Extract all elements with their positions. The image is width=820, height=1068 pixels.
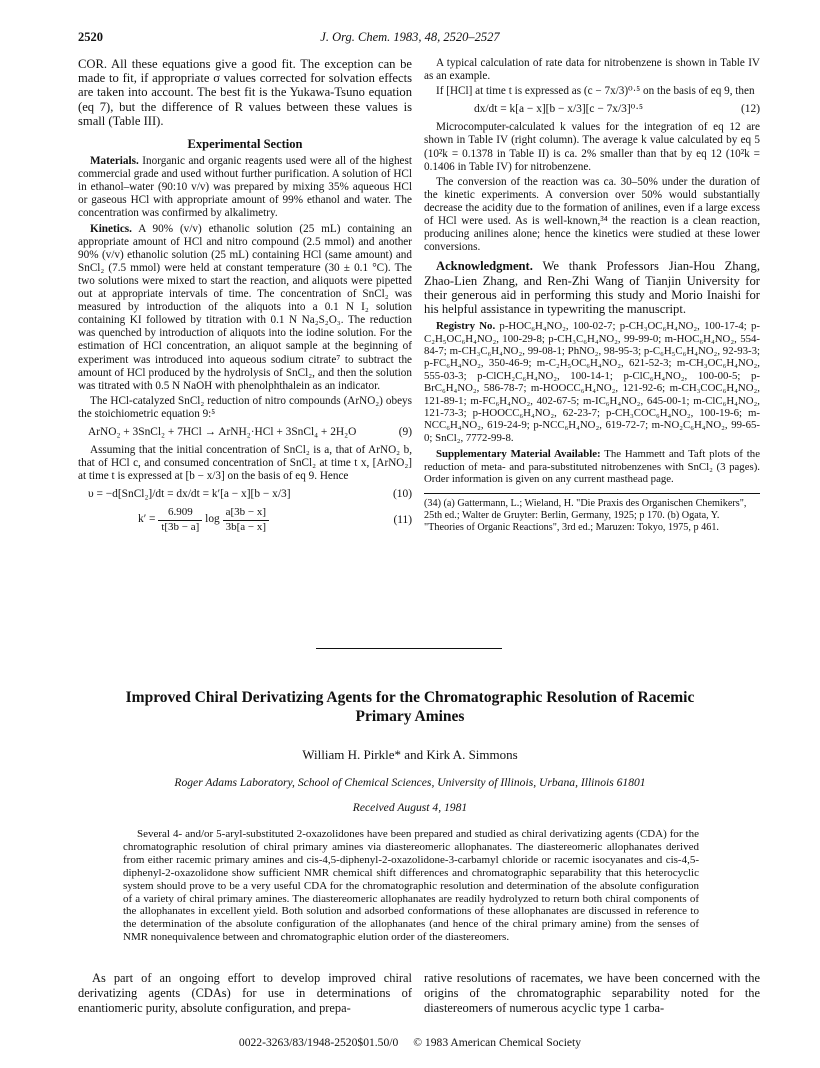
fraction-2-denominator: 3b[a − x] bbox=[225, 520, 266, 533]
article-abstract: Several 4- and/or 5-aryl-substituted 2-oxazolidones have been prepared and studied as chiral derivatizing agents (CDA) for the chromatographic resolution of chiral primary amines via diastereomeric allophanates. The diastereomeric allophanates derived from either racemic primary amines and cis-4,5-diphenyl-2-oxazolidone-3-carbamyl chloride or racemic isocyanates and cis-4,5-diphenyl-2-oxazolidone show sufficient NMR chemical shift differences and chromatographic separability that this heterocyclic system should prove to be a very useful CDA for the chromatographic resolution and determination of the absolute configuration of a variety of chiral primary amines. The diastereomeric allophanates are readily hydrolyzed to return both chiral components of the allophanates in excellent yield. Both solution and adsorbed conformations of these allophanates are discussed in reference to the determination of the absolute configuration of the allophanates (and hence of the chiral primary amine) from the senses of NMR nonequivalence between and chromatographic elution order of the diastereomers. bbox=[123, 828, 699, 944]
running-header: J. Org. Chem. 1983, 48, 2520–2527 bbox=[320, 30, 500, 44]
kinetics-text: A 90% (v/v) ethanolic solution (25 mL) containing an appropriate amount of HCl and nitro compound (2.5 mmol) and another 90% (v/v) ethanolic solution (25 mL) containing HCl (same amount) and SnCl₂ (7.5 mmol) were held at constant temperature (30 ± 0.1 °C). The two solutions were mixed to start the reaction, and aliquots were pipetted out at appropriate intervals of time. The concentration of SnCl₂ was measured by introduction of the aliquots into a 0.1 N I₂ solution containing KI followed by titration with 0.1 N Na₂S₂O₃. The reduction was quenched by introduction of aliquots into the iodine solution. For the estimation of HCl concentration, an aliquot sample at the beginning of experiment was introduced into aqueous sodium citrate⁷ to subtract the amount of HCl produced by the hydrolysis of SnCl₂, and then the solution was titrated with 0.5 N NaOH with phenolphthalein as an indicator. bbox=[78, 222, 412, 392]
equation-11-log: log bbox=[205, 513, 220, 526]
introduction-right: rative resolutions of racemates, we have been concerned with the origins of the chromatographic separability noted for the diastereomers of numerous acyclic type 1 carba- bbox=[424, 971, 760, 1015]
micro-paragraph: Microcomputer-calculated k values for the integration of eq 12 are shown in Table IV (right column). The average k value calculated by eq 5 (10²k = 0.1378 in Table II) is ca. 2% smaller than that by eq 12 (10²k = 0.1406 in Table IV) for nitrobenzene. bbox=[424, 121, 760, 173]
footnote-divider bbox=[424, 493, 760, 494]
article-title: Improved Chiral Derivatizing Agents for the Chromatographic Resolution of Racemic Primary Amines bbox=[125, 689, 695, 725]
equation-11-lhs: k′ = bbox=[138, 513, 156, 526]
page-number: 2520 bbox=[78, 30, 103, 44]
footer-copyright: © 1983 American Chemical Society bbox=[413, 1036, 582, 1049]
materials-paragraph bbox=[78, 155, 412, 220]
equation-11-body bbox=[78, 506, 269, 533]
equation-11 bbox=[78, 506, 412, 533]
fraction-2-numerator: a[3b − x] bbox=[223, 506, 269, 520]
acknowledgment-paragraph bbox=[424, 259, 760, 316]
left-column bbox=[78, 57, 412, 539]
equation-12-number: (12) bbox=[741, 103, 760, 116]
typical-paragraph: A typical calculation of rate data for nitrobenzene is shown in Table IV as an example. bbox=[424, 57, 760, 83]
registry-heading: Registry No. bbox=[436, 320, 496, 333]
equation-10-number: (10) bbox=[393, 488, 412, 501]
page-footer bbox=[0, 1036, 820, 1049]
acknowledgment-text: We thank Professors Jian-Hou Zhang, Zhao-Lien Zhang, and Ren-Zhi Wang of Tianjin University for their generous aid in performing this study and Morio Inaishi for his helpful assistance in typewriting the manuscript. bbox=[424, 259, 760, 316]
registry-paragraph bbox=[424, 320, 760, 444]
catalyzed-paragraph: The HCl-catalyzed SnCl₂ reduction of nitro compounds (ArNO₂) obeys the stoichiometric equation 9:⁵ bbox=[78, 394, 412, 420]
if-paragraph: If [HCl] at time t is expressed as (c − 7x/3)⁰·⁵ on the basis of eq 9, then bbox=[436, 85, 755, 98]
footer-code: 0022-3263/83/1948-2520$01.50/0 bbox=[238, 1036, 399, 1049]
article-affiliation: Roger Adams Laboratory, School of Chemical Sciences, University of Illinois, Urbana, Illinois 61801 bbox=[174, 776, 646, 789]
equation-12-body: dx/dt = k[a − x][b − x/3][c − 7x/3]⁰·⁵ bbox=[474, 103, 643, 116]
equation-9-body: ArNO₂ + 3SnCl₂ + 7HCl → ArNH₂·HCl + 3SnCl₄ + 2H₂O bbox=[88, 425, 357, 438]
article-authors: William H. Pirkle* and Kirk A. Simmons bbox=[302, 747, 518, 762]
right-column bbox=[424, 57, 760, 533]
equation-11-fraction-1 bbox=[158, 506, 202, 533]
acknowledgment-heading: Acknowledgment. bbox=[436, 259, 533, 274]
supplementary-paragraph bbox=[424, 448, 760, 485]
equation-9-number: (9) bbox=[398, 425, 412, 438]
materials-text: Inorganic and organic reagents used were all of the highest commercial grade and used without further purification. A solution of HCl in ethanol–water (90:10 v/v) was prepared by mixing 35% aqueous HCl or gaseous HCl with appropriate amount of 99% ethanol and water. The concentration was confirmed by alkalimetry. bbox=[78, 155, 412, 220]
equation-11-number: (11) bbox=[393, 513, 412, 526]
equation-10-body: υ = −d[SnCl₂]/dt = dx/dt = k′[a − x][b − x/3] bbox=[88, 488, 291, 501]
materials-heading: Materials. bbox=[90, 155, 139, 168]
assume-paragraph: Assuming that the initial concentration of SnCl₂ is a, that of ArNO₂ b, that of HCl c, and consumed concentration of SnCl₂ at time t x, [ArNO₂] at time t is expressed at [b − x/3] on the basis of eq 9. Hence bbox=[78, 444, 412, 483]
footnote-34: (34) (a) Gattermann, L.; Wieland, H. "Die Praxis des Organischen Chemikers", 25th ed.; Walter de Gruyter: Berlin, Germany, 1925; p 170. (b) Ogata, Y. "Theories of Organic Reactions", 3rd ed.; Maruzen: Tokyo, 1975, p 461. bbox=[424, 498, 747, 533]
supplementary-text: The Hammett and Taft plots of the reduction of meta- and para-substituted nitrobenzenes with SnCl₂ (3 pages). Order information is given on any current masthead page. bbox=[424, 448, 761, 485]
equation-12 bbox=[424, 103, 760, 116]
conversion-paragraph: The conversion of the reaction was ca. 30–50% under the duration of the kinetic experiments. A conversion over 50% would substantially decrease the acidity due to the formation of anilines, even if a large excess of HCl were used. As is well-known,³⁴ the reaction is a clean reaction, producing anilines alone; hence the kinetics were studied at these lower conversions. bbox=[424, 175, 760, 254]
kinetics-heading: Kinetics. bbox=[90, 222, 132, 235]
section-title: Experimental Section bbox=[187, 137, 303, 152]
equation-9 bbox=[78, 426, 412, 439]
registry-text: p-HOC₆H₄NO₂, 100-02-7; p-CH₃OC₆H₄NO₂, 100-17-4; p-C₂H₅OC₆H₄NO₂, 100-29-8; p-CH₃C₆H₄NO₂, 99-99-0; m-HOC₆H₄NO₂, 554-84-7; m-CH₃C₆H₄NO₂, 99-08-1; PhNO₂, 98-95-3; p-C₆H₅C₆H₄NO₂, 92-93-3; p-FC₆H₄NO₂, 350-46-9; m-C₂H₅OC₆H₄NO₂, 621-52-3; m-CH₃OC₆H₄NO₂, 555-03-3; p-ClCH₂C₆H₄NO₂, 100-14-1; p-ClC₆H₄NO₂, 100-00-5; p-BrC₆H₄NO₂, 586-78-7; m-HOOCC₆H₄NO₂, 121-92-6; m-CH₃COC₆H₄NO₂, 121-89-1; m-FC₆H₄NO₂, 402-67-5; m-IC₆H₄NO₂, 645-00-1; m-ClC₆H₄NO₂, 121-73-3; p-HOOCC₆H₄NO₂, 62-23-7; p-CH₃COC₆H₄NO₂, 100-19-6; m-NCC₆H₄NO₂, 619-24-9; p-NCC₆H₄NO₂, 619-72-7; m-NO₂C₆H₄NO₂, 99-65-0; SnCl₂, 7772-99-8. bbox=[424, 320, 760, 444]
received-date: Received August 4, 1981 bbox=[352, 801, 468, 814]
introduction-left: As part of an ongoing effort to develop improved chiral derivatizing agents (CDAs) for use in determinations of enantiomeric purity, absolute configuration, and prepa- bbox=[78, 971, 412, 1015]
article-divider bbox=[316, 648, 502, 649]
kinetics-paragraph bbox=[78, 223, 412, 393]
supplementary-heading: Supplementary Material Available: bbox=[436, 448, 601, 461]
equation-10 bbox=[78, 488, 412, 501]
equation-11-fraction-2 bbox=[223, 506, 269, 533]
fraction-1-numerator: 6.909 bbox=[158, 506, 202, 520]
intro-paragraph: COR. All these equations give a good fit. The exception can be made to fit, if appropriate σ values corrected for solvation effects are taken into account. The best fit is the Yukawa-Tsuno equation (eq 7), but the difference of R values between these values is small (Table III). bbox=[78, 57, 412, 128]
fraction-1-denominator: t[3b − a] bbox=[161, 520, 200, 533]
